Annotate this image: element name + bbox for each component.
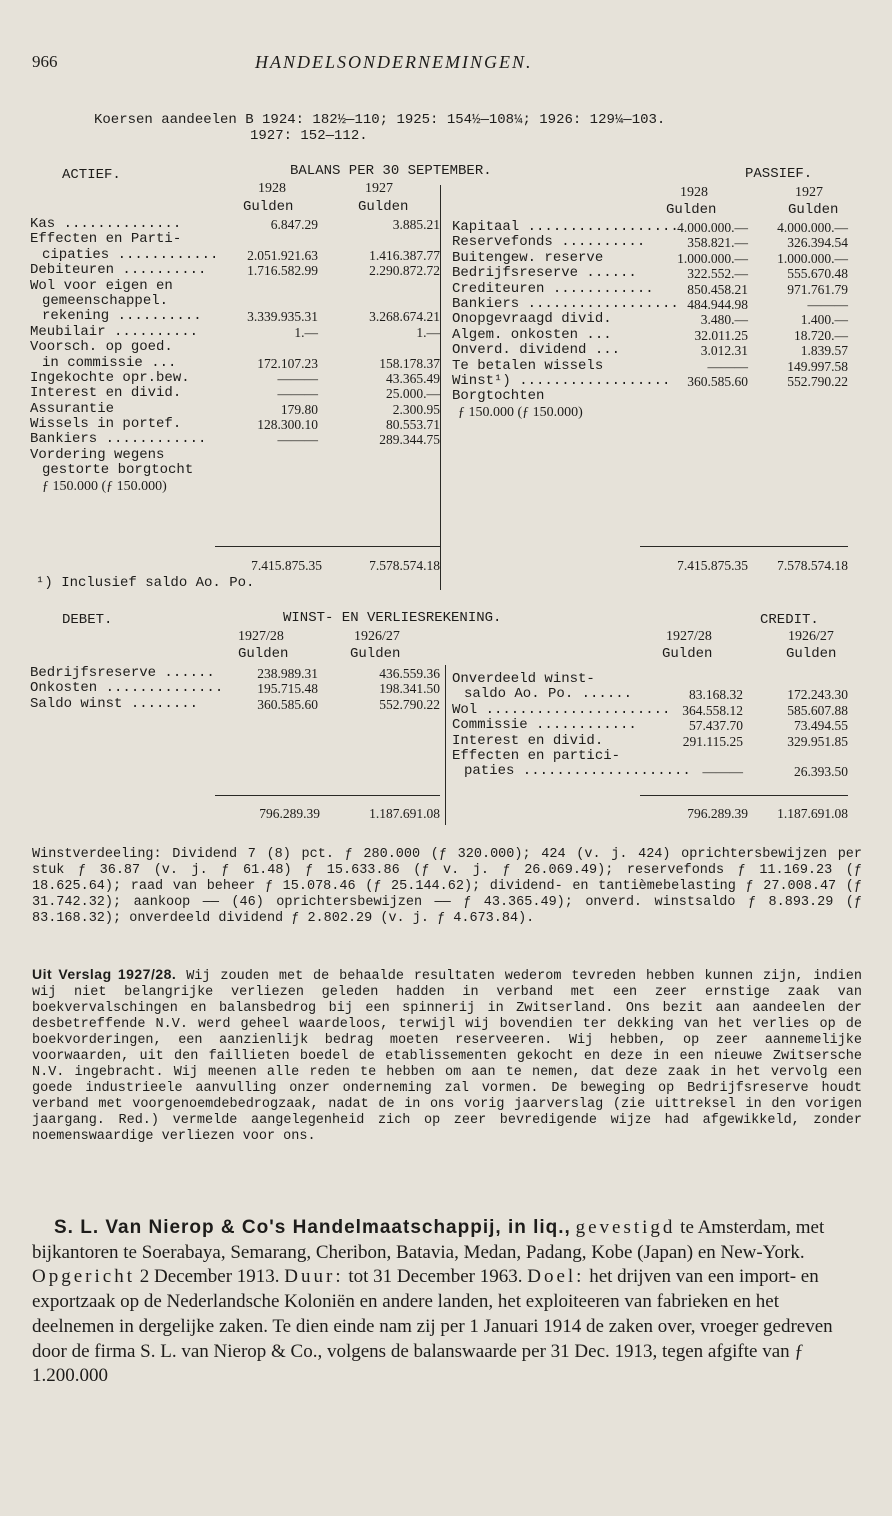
passief-col-unit-1: Gulden (666, 202, 717, 218)
debet-row (30, 697, 440, 712)
passief-value-1928: 360.585.60 (687, 373, 748, 389)
credit-label: Effecten en partici- (452, 747, 621, 764)
actief-row (30, 371, 440, 386)
actief-label: ƒ 150.000 (ƒ 150.000) (42, 478, 167, 494)
actief-table (30, 217, 440, 494)
passief-row (452, 235, 848, 250)
passief-value-1927: 18.720.— (794, 327, 848, 343)
passief-col-year-2: 1927 (795, 185, 823, 200)
credit-value-1926-27: 73.494.55 (794, 718, 848, 734)
winstverdeeling-paragraph: Winstverdeeling: Dividend 7 (8) pct. ƒ 280.000 (ƒ 320.000); 424 (v. j. 424) oprichtersbewijzen per stuk ƒ 36.87 (v. j. ƒ 61.48) ƒ 15.633.86 (ƒ v. j. ƒ 26.069.49); reservefonds ƒ 11.169.23 (ƒ 18.625.64); raad van beheer ƒ 15.078.46 (ƒ 25.144.62); dividend- en tantièmebelasting ƒ 27.008.47 (ƒ 31.742.32); aankoop —— (46) oprichtersbewijzen —— ƒ 43.365.49); onverd. winstsaldo ƒ 8.893.29 (ƒ 83.168.32); onverdeeld dividend ƒ 2.802.29 (v. j. ƒ 4.673.84). (32, 847, 862, 926)
debet-col-unit-1: Gulden (238, 646, 289, 662)
credit-total-rule (640, 795, 848, 796)
passief-value-1928: ——— (707, 358, 748, 374)
passief-row (452, 266, 848, 281)
passief-value-1928: 3.012.31 (700, 343, 748, 359)
passief-label: Crediteuren ............ (452, 280, 654, 297)
actief-row (30, 356, 440, 371)
debet-col-year-2: 1926/27 (354, 629, 400, 644)
debet-value-1927-28: 195.715.48 (257, 681, 318, 697)
actief-row (30, 279, 440, 294)
debet-label: Onkosten .............. (30, 680, 224, 697)
actief-total-rule (215, 546, 440, 547)
actief-row (30, 263, 440, 278)
winst-title: WINST- EN VERLIESREKENING. (283, 610, 502, 626)
balans-title: BALANS PER 30 SEPTEMBER. (290, 163, 492, 179)
actief-col-unit-2: Gulden (358, 199, 409, 215)
passief-row (452, 343, 848, 358)
passief-total-rule (640, 546, 848, 547)
passief-value-1928: 358.821.— (687, 235, 748, 251)
opgericht-label: Opgericht (32, 1266, 135, 1288)
credit-value-1927-28: 83.168.32 (689, 687, 743, 703)
actief-label: Wissels in portef. (30, 416, 182, 433)
actief-value-1928: 3.339.935.31 (247, 309, 318, 325)
actief-label: gemeenschappel. (42, 292, 169, 309)
actief-label: Bankiers ............ (30, 431, 207, 448)
actief-row (30, 325, 440, 340)
passief-row (452, 374, 848, 389)
passief-row (452, 220, 848, 235)
firm-name: S. L. Van Nierop & Co's Handelmaatschappij, in liq., (54, 1217, 571, 1238)
actief-row (30, 232, 440, 247)
actief-value-1927: 289.344.75 (379, 432, 440, 448)
passief-label: Winst¹) .................. (452, 372, 671, 389)
passief-row (452, 359, 848, 374)
credit-row (452, 734, 848, 749)
passief-value-1927: 555.670.48 (787, 266, 848, 282)
actief-label: Kas .............. (30, 216, 182, 232)
debet-label: Saldo winst ........ (30, 695, 199, 712)
credit-value-1927-28: 57.437.70 (689, 718, 743, 734)
actief-value-1928: ——— (277, 432, 318, 448)
actief-value-1928: 1.— (294, 324, 318, 340)
actief-value-1927: 3.268.674.21 (369, 309, 440, 325)
page-number: 966 (32, 52, 58, 71)
verslag-heading: Uit Verslag 1927/28. (32, 966, 177, 982)
credit-row (452, 703, 848, 718)
passief-value-1928: 3.480.— (700, 312, 748, 328)
credit-value-1927-28: 291.115.25 (682, 733, 743, 749)
actief-row (30, 479, 440, 494)
actief-value-1927: 80.553.71 (386, 417, 440, 433)
credit-label: Onverdeeld winst- (452, 671, 595, 687)
actief-col-unit-1: Gulden (243, 199, 294, 215)
passief-row (452, 282, 848, 297)
balans-divider (440, 185, 441, 590)
actief-label: Debiteuren .......... (30, 262, 207, 279)
actief-row (30, 217, 440, 232)
actief-label: cipaties ............ (42, 246, 219, 263)
passief-label: Buitengew. reserve (452, 249, 604, 266)
actief-value-1927: 158.178.37 (379, 355, 440, 371)
balans-footnote: ¹) Inclusief saldo Ao. Po. (36, 575, 255, 591)
actief-value-1928: ——— (277, 386, 318, 402)
credit-label: Commissie ............ (452, 717, 637, 734)
actief-heading: ACTIEF. (62, 167, 121, 183)
actief-row (30, 402, 440, 417)
credit-value-1927-28: 364.558.12 (682, 702, 743, 718)
gevestigd-label: gevestigd (575, 1217, 676, 1238)
credit-col-year-1: 1927/28 (666, 629, 712, 644)
actief-value-1927: 3.885.21 (392, 217, 440, 232)
credit-table (452, 672, 848, 780)
passief-value-1928: 32.011.25 (694, 327, 748, 343)
passief-value-1927: 1.400.— (800, 312, 848, 328)
credit-row (452, 718, 848, 733)
credit-row (452, 687, 848, 702)
debet-value-1926-27: 552.790.22 (379, 696, 440, 712)
credit-row (452, 749, 848, 764)
credit-col-unit-1: Gulden (662, 646, 713, 662)
passief-row (452, 389, 848, 404)
duur-label: Duur: (284, 1266, 344, 1288)
actief-col-year-1: 1928 (258, 181, 286, 196)
debet-row (30, 666, 440, 681)
passief-value-1927: 4.000.000.— (777, 220, 848, 235)
credit-label: paties .................... (464, 763, 691, 780)
duur-text: tot 31 December 1963. (348, 1266, 523, 1288)
passief-value-1927: 326.394.54 (787, 235, 848, 251)
doel-text: het drijven van een import- en exportzaak op de Nederlandsche Koloniën en andere landen, het exploiteeren van fabrieken en het deelnemen in dergelijke zaken. Te dien einde nam zij per 1 Januari 1914 de zaken over, vroeger gedreven door de firma S. L. van Nierop & Co., volgens de balanswaarde per 31 Dec. 1913, tegen afgifte van ƒ 1.200.000 (32, 1266, 833, 1387)
verslag-text: Wij zouden met de behaalde resultaten wederom tevreden hebben kunnen zijn, indien wij niet belangrijke verliezen geleden hadden in verband met een zeer ernstige zaak van boekvervalschingen en balansbedrog bij een spinnerij in Zwitserland. Ons bezit aan aandeelen der desbetreffende N.V. werd geheel waardeloos, terwijl wij bovendien ter dekking van het verlies op de boekvorderingen, een aanzienlijk bedrag moeten reserveeren. Wij hebben, op zeer aannemelijke voorwaarden, uit den faillieten boedel de etablissementen gekocht en deze in een nieuwe Zwitsersche N.V. ingebracht. Wij meenen alle reden te hebben om aan te nemen, dat deze zaak in het vervolg een goede industrieele aanvulling onzer onderneming zal vormen. De beweging op Bedrijfsreserve houdt verband met voorgenoemdebedrogzaak, nadat de in ons vorig jaarverslag (zie uittreksel in den vorigen jaargang. Red.) vermelde aangelegenheid zich op zeer bevredigende wijze had afgewikkeld, zonder noemenswaardige verliezen voor ons. (32, 969, 862, 1144)
debet-col-unit-2: Gulden (350, 646, 401, 662)
actief-label: gestorte borgtocht (42, 462, 194, 479)
koersen-line-2: 1927: 152—112. (250, 128, 368, 144)
actief-label: Voorsch. op goed. (30, 339, 173, 356)
actief-value-1927: 25.000.— (386, 386, 440, 402)
debet-col-year-1: 1927/28 (238, 629, 284, 644)
passief-label: Kapitaal .................. (452, 219, 679, 235)
credit-heading: CREDIT. (760, 612, 819, 628)
credit-total-1926-27: 1.187.691.08 (777, 806, 848, 821)
actief-col-year-2: 1927 (365, 181, 393, 196)
passief-label: Onverd. dividend ... (452, 342, 621, 359)
passief-value-1928: 322.552.— (687, 266, 748, 282)
actief-label: Vordering wegens (30, 446, 165, 463)
actief-total-1928: 7.415.875.35 (251, 558, 322, 573)
passief-value-1927: ——— (807, 296, 848, 312)
passief-label: Algem. onkosten ... (452, 326, 612, 343)
debet-label: Bedrijfsreserve ...... (30, 665, 215, 681)
credit-label: saldo Ao. Po. ...... (464, 686, 633, 703)
passief-label: Bedrijfsreserve ...... (452, 265, 637, 282)
actief-value-1927: 2.290.872.72 (369, 263, 440, 279)
actief-value-1927: 1.416.387.77 (369, 247, 440, 263)
koersen-line-1: Koersen aandeelen B 1924: 182½—110; 1925: 154½—108¼; 1926: 129¼—103. (94, 112, 666, 128)
actief-label: Effecten en Parti- (30, 231, 182, 248)
passief-label: Reservefonds .......... (452, 234, 646, 251)
credit-col-year-2: 1926/27 (788, 629, 834, 644)
passief-heading: PASSIEF. (745, 166, 813, 182)
passief-value-1927: 1.000.000.— (777, 250, 848, 266)
actief-label: in commissie ... (42, 354, 177, 371)
passief-row (452, 312, 848, 327)
actief-row (30, 463, 440, 478)
credit-row (452, 672, 848, 687)
debet-row (30, 681, 440, 696)
actief-value-1927: 1.— (416, 324, 440, 340)
passief-row (452, 405, 848, 420)
credit-label: Interest en divid. (452, 732, 604, 749)
debet-total-1927-28: 796.289.39 (259, 806, 320, 821)
credit-value-1926-27: 26.393.50 (794, 764, 848, 780)
passief-table (452, 220, 848, 420)
running-title: HANDELSONDERNEMINGEN. (255, 52, 533, 72)
winst-divider (445, 665, 446, 825)
opgericht-text: 2 December 1913. (139, 1266, 280, 1288)
debet-table (30, 666, 440, 712)
actief-value-1927: 2.300.95 (392, 401, 440, 417)
passief-col-year-1: 1928 (680, 185, 708, 200)
actief-row (30, 448, 440, 463)
actief-label: Meubilair .......... (30, 323, 199, 340)
passief-row (452, 251, 848, 266)
passief-value-1928: 484.944.98 (687, 296, 748, 312)
passief-label: ƒ 150.000 (ƒ 150.000) (458, 404, 583, 420)
credit-total-1927-28: 796.289.39 (687, 806, 748, 821)
passief-col-unit-2: Gulden (788, 202, 839, 218)
passief-value-1928: 4.000.000.— (677, 220, 748, 235)
credit-value-1927-28: ——— (702, 764, 743, 780)
actief-value-1928: 128.300.10 (257, 417, 318, 433)
actief-row (30, 340, 440, 355)
actief-label: Wol voor eigen en (30, 277, 173, 294)
passief-value-1928: 1.000.000.— (677, 250, 748, 266)
actief-value-1928: 6.847.29 (270, 217, 318, 232)
passief-label: Bankiers .................. (452, 295, 679, 312)
passief-row (452, 328, 848, 343)
passief-value-1927: 971.761.79 (787, 281, 848, 297)
actief-value-1928: 172.107.23 (257, 355, 318, 371)
actief-label: rekening .......... (42, 308, 202, 325)
actief-label: Interest en divid. (30, 385, 182, 402)
passief-label: Onopgevraagd divid. (452, 311, 612, 328)
actief-value-1928: ——— (277, 370, 318, 386)
credit-label: Wol ...................... (452, 701, 671, 718)
doel-label: Doel: (527, 1266, 585, 1288)
passief-value-1927: 149.997.58 (787, 358, 848, 374)
actief-row (30, 309, 440, 324)
actief-row (30, 432, 440, 447)
credit-value-1926-27: 172.243.30 (787, 687, 848, 703)
passief-label: Te betalen wissels (452, 357, 604, 374)
actief-row (30, 248, 440, 263)
actief-value-1928: 1.716.582.99 (247, 263, 318, 279)
debet-value-1927-28: 238.989.31 (257, 666, 318, 681)
debet-heading: DEBET. (62, 612, 113, 628)
credit-col-unit-2: Gulden (786, 646, 837, 662)
actief-label: Assurantie (30, 400, 115, 417)
debet-value-1927-28: 360.585.60 (257, 696, 318, 712)
debet-total-1926-27: 1.187.691.08 (369, 806, 440, 821)
passief-total-1928: 7.415.875.35 (677, 558, 748, 573)
credit-row (452, 764, 848, 779)
debet-total-rule (215, 795, 440, 796)
actief-value-1928: 2.051.921.63 (247, 247, 318, 263)
actief-value-1928: 179.80 (280, 401, 318, 417)
actief-row (30, 294, 440, 309)
actief-row (30, 386, 440, 401)
actief-total-1927: 7.578.574.18 (369, 558, 440, 573)
actief-row (30, 417, 440, 432)
credit-value-1926-27: 329.951.85 (787, 733, 848, 749)
passief-value-1927: 552.790.22 (787, 373, 848, 389)
actief-value-1927: 43.365.49 (386, 370, 440, 386)
credit-value-1926-27: 585.607.88 (787, 702, 848, 718)
passief-total-1927: 7.578.574.18 (777, 558, 848, 573)
debet-value-1926-27: 198.341.50 (379, 681, 440, 697)
passief-row (452, 297, 848, 312)
actief-label: Ingekochte opr.bew. (30, 369, 190, 386)
gevestigd-text: te Amsterdam, met bijkantoren te Soerabaya, Semarang, Cheribon, Batavia, Medan, Padang, Kobe (Japan) en New-York. (32, 1217, 825, 1263)
firm-paragraph (32, 1216, 864, 1389)
passief-value-1928: 850.458.21 (687, 281, 748, 297)
debet-value-1926-27: 436.559.36 (379, 666, 440, 681)
passief-value-1927: 1.839.57 (800, 343, 848, 359)
passief-label: Borgtochten (452, 388, 545, 405)
verslag-paragraph (32, 966, 862, 1145)
